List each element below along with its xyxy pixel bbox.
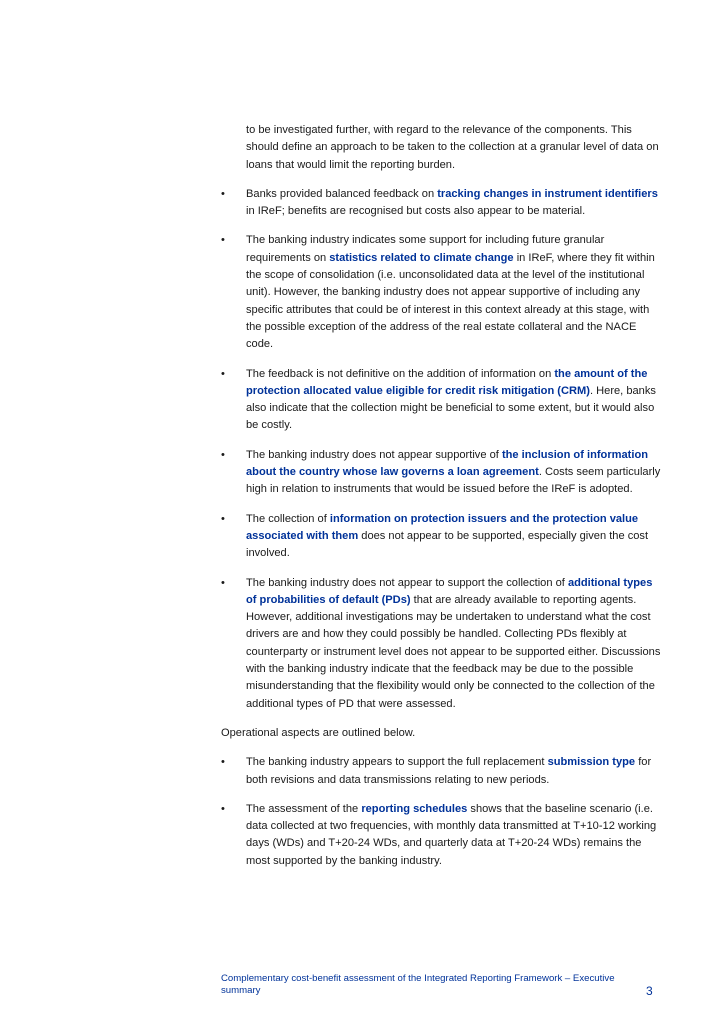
paragraph	[221, 122, 661, 174]
text-segment: in IReF, where they fit within the scope of consolidation (i.e. unconsolidated data at the level of the institutional unit). However, the banking industry does not appear supportive of including any specific attributes that could be of interest in this context already at this stage, with the possible exception of the address of the real estate collateral and the NACE code.	[246, 251, 655, 351]
text-segment: The feedback is not definitive on the addition of information on	[246, 367, 555, 380]
footer-title: Complementary cost-benefit assessment of the Integrated Reporting Framework – Executive summary	[221, 973, 615, 996]
highlighted-term: information on protection issuers and the protection value associated with them	[246, 512, 639, 542]
text-segment: for both revisions and data transmissions relating to new periods.	[246, 756, 652, 786]
highlighted-term: submission type	[547, 756, 636, 769]
text-segment: in IReF; benefits are recognised but costs also appear to be material.	[246, 205, 586, 218]
text-segment: . Costs seem particularly high in relation to instruments that would be issued before the IReF is adopted.	[246, 466, 661, 496]
text-segment: Banks provided balanced feedback on	[246, 187, 438, 200]
bullet-item	[221, 754, 661, 789]
bullet-icon: •	[221, 187, 225, 200]
highlighted-term: the inclusion of information about the country whose law governs a loan agreement	[246, 448, 648, 479]
bullet-item	[221, 232, 661, 353]
bullet-item	[221, 447, 661, 499]
page-number: 3	[646, 984, 653, 998]
highlighted-term: the amount of the protection allocated value eligible for credit risk mitigation (CRM)	[246, 367, 648, 397]
bullet-item	[221, 186, 661, 221]
text-segment: The assessment of the	[246, 802, 362, 815]
highlighted-term: tracking changes in instrument identifiers	[437, 187, 658, 200]
text-segment: The banking industry indicates some support for including future granular requirements on	[246, 234, 605, 264]
text-segment: The banking industry does not appear to support the collection of	[246, 576, 568, 589]
text-segment: to be investigated further, with regard to the relevance of the components. This should define an approach to be taken to the collection at a granular level of data on loans that would limit the reporting burden.	[246, 124, 659, 171]
highlighted-term: additional types of probabilities of default (PDs)	[246, 576, 653, 606]
highlighted-term: reporting schedules	[361, 802, 468, 815]
bullet-icon: •	[221, 512, 225, 525]
bullet-icon: •	[221, 367, 225, 380]
document-body	[221, 122, 661, 882]
bullet-icon: •	[221, 234, 225, 247]
text-segment: . Here, banks also indicate that the collection might be beneficial to some extent, but it would also be costly.	[246, 384, 656, 432]
text-segment: Operational aspects are outlined below.	[221, 726, 416, 739]
bullet-item	[221, 575, 661, 713]
bullet-item	[221, 801, 661, 870]
highlighted-term: statistics related to climate change	[329, 251, 514, 264]
bullet-item	[221, 366, 661, 435]
text-segment: that are already available to reporting agents. However, additional investigations may be undertaken to understand what the cost drivers are and how they could possibly be handled. Collecting PDs flexibly at counterparty or instrument level does not appear to be supported either. Discussions with the banking industry indicate that the feedback may be due to the possible misunderstanding that the flexibility would only be connected to the collection of the additional types of PD that were assessed.	[246, 593, 661, 710]
bullet-icon: •	[221, 576, 225, 589]
text-segment: The collection of	[246, 512, 330, 525]
text-segment: The banking industry appears to support the full replacement	[246, 756, 548, 769]
bullet-item	[221, 511, 661, 563]
paragraph	[221, 725, 661, 742]
text-segment: The banking industry does not appear supportive of	[246, 448, 502, 461]
text-segment: does not appear to be supported, especially given the cost involved.	[246, 529, 649, 560]
bullet-icon: •	[221, 448, 225, 461]
text-segment: shows that the baseline scenario (i.e. data collected at two frequencies, with monthly data transmitted at T+10-12 working days (WDs) and T+20-24 WDs, and quarterly data at T+20-24 WDs) remains the most supported by the banking industry.	[246, 802, 657, 867]
bullet-icon: •	[221, 756, 225, 769]
bullet-icon: •	[221, 802, 225, 815]
